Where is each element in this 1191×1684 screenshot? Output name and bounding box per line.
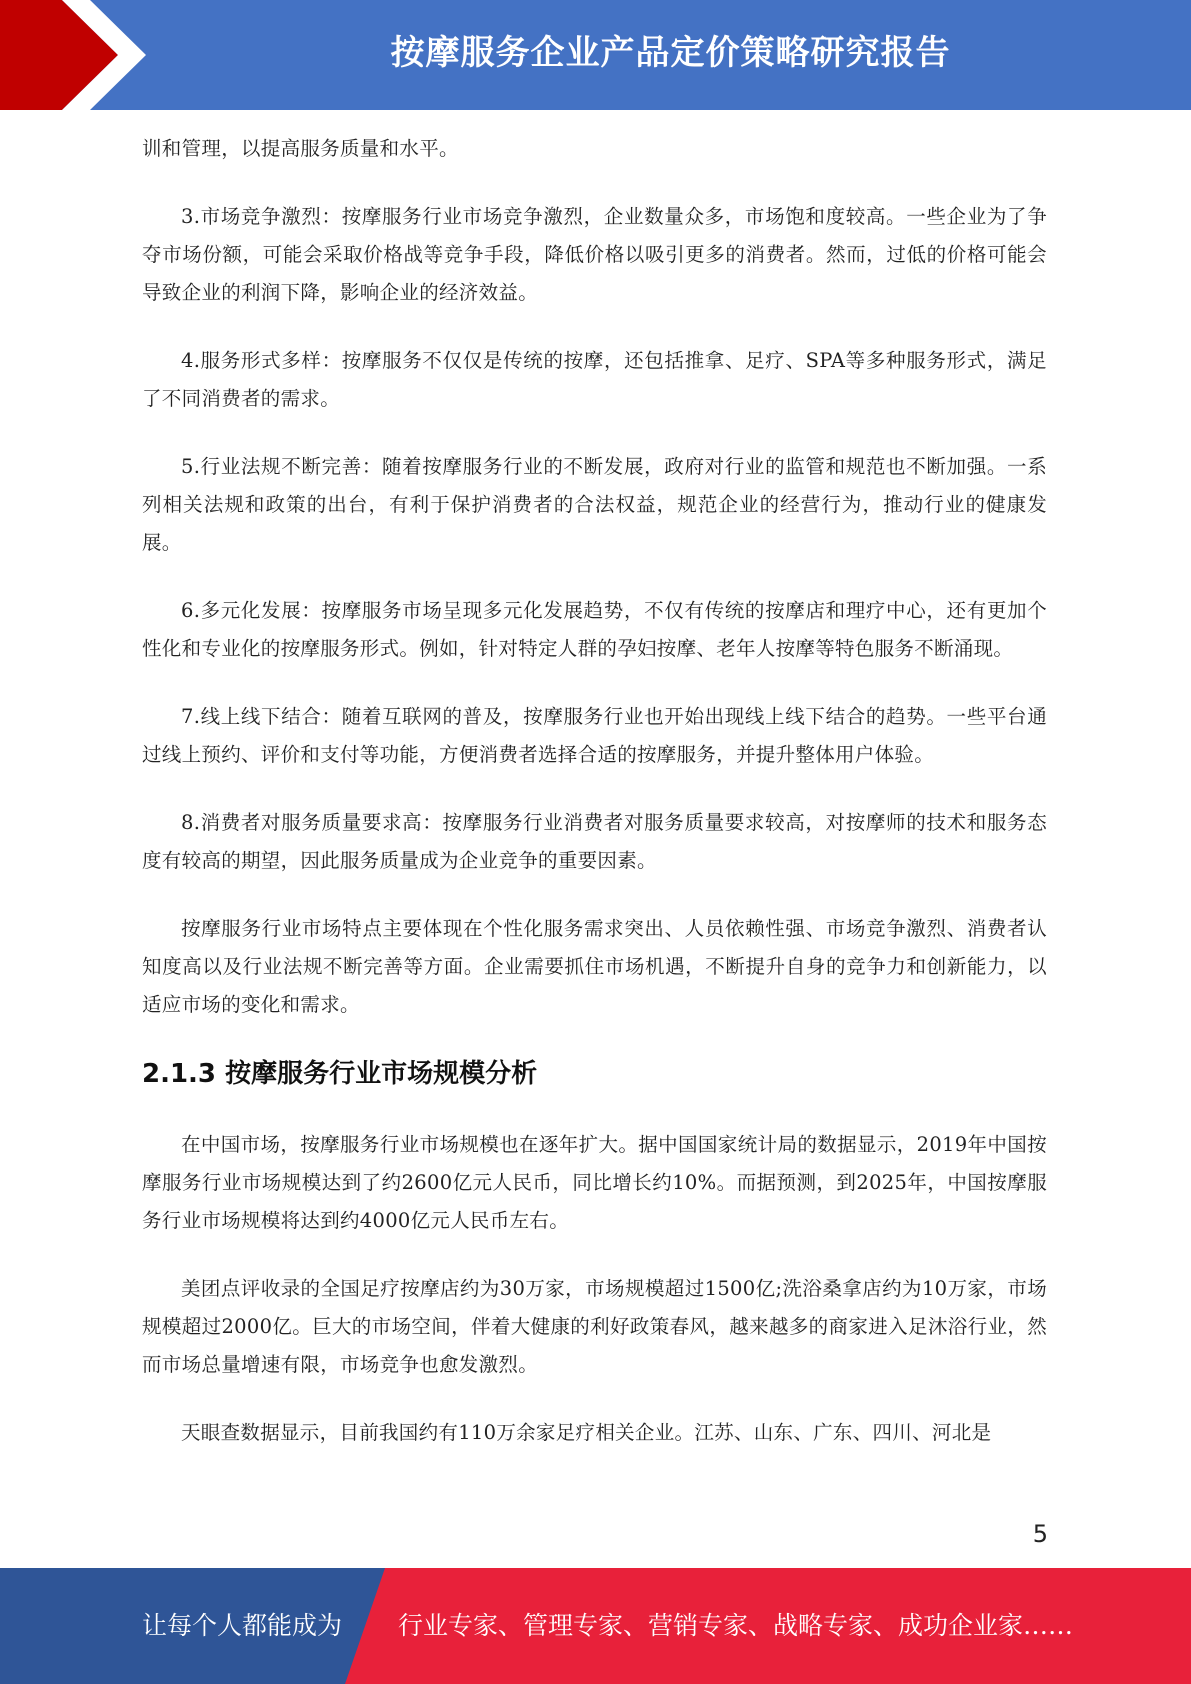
page-footer (0, 1568, 1191, 1684)
section-heading: 2.1.3 按摩服务行业市场规模分析 (142, 1059, 538, 1089)
paragraph: 训和管理，以提高服务质量和水平。 (142, 137, 459, 160)
paragraph: 8.消费者对服务质量要求高：按摩服务行业消费者对服务质量要求较高，对按摩师的技术和服务态度有较高的期望，因此服务质量成为企业竞争的重要因素。 (142, 811, 1047, 872)
footer-slogan-left: 让每个人都能成为 (142, 1611, 343, 1640)
paragraph: 5.行业法规不断完善：随着按摩服务行业的不断发展，政府对行业的监管和规范也不断加强。一系列相关法规和政策的出台，有利于保护消费者的合法权益，规范企业的经营行为，推动行业的健康发展。 (142, 455, 1047, 554)
paragraph: 6.多元化发展：按摩服务市场呈现多元化发展趋势，不仅有传统的按摩店和理疗中心，还有更加个性化和专业化的按摩服务形式。例如，针对特定人群的孕妇按摩、老年人按摩等特色服务不断涌现。 (142, 599, 1047, 660)
footer-slogan-right: 行业专家、管理专家、营销专家、战略专家、成功企业家…… (398, 1611, 1074, 1640)
paragraph: 按摩服务行业市场特点主要体现在个性化服务需求突出、人员依赖性强、市场竞争激烈、消费者认知度高以及行业法规不断完善等方面。企业需要抓住市场机遇，不断提升自身的竞争力和创新能力，以适应市场的变化和需求。 (142, 917, 1047, 1016)
page-number: 5 (1032, 1520, 1048, 1548)
paragraph: 在中国市场，按摩服务行业市场规模也在逐年扩大。据中国国家统计局的数据显示，2019年中国按摩服务行业市场规模达到了约2600亿元人民币，同比增长约10%。而据预测，到2025年，中国按摩服务行业市场规模将达到约4000亿元人民币左右。 (142, 1133, 1047, 1232)
paragraph: 3.市场竞争激烈：按摩服务行业市场竞争激烈，企业数量众多，市场饱和度较高。一些企业为了争夺市场份额，可能会采取价格战等竞争手段，降低价格以吸引更多的消费者。然而，过低的价格可能会导致企业的利润下降，影响企业的经济效益。 (142, 205, 1047, 304)
page-header (0, 0, 1191, 110)
paragraph: 天眼查数据显示，目前我国约有110万余家足疗相关企业。江苏、山东、广东、四川、河北是 (181, 1421, 992, 1444)
paragraph: 4.服务形式多样：按摩服务不仅仅是传统的按摩，还包括推拿、足疗、SPA等多种服务形式，满足了不同消费者的需求。 (142, 349, 1047, 410)
paragraph: 7.线上线下结合：随着互联网的普及，按摩服务行业也开始出现线上线下结合的趋势。一些平台通过线上预约、评价和支付等功能，方便消费者选择合适的按摩服务，并提升整体用户体验。 (142, 705, 1047, 766)
page-content (142, 130, 1047, 1482)
paragraph: 美团点评收录的全国足疗按摩店约为30万家，市场规模超过1500亿;洗浴桑拿店约为10万家，市场规模超过2000亿。巨大的市场空间，伴着大健康的利好政策春风，越来越多的商家进入足沐浴行业，然而市场总量增速有限，市场竞争也愈发激烈。 (142, 1277, 1047, 1376)
document-title: 按摩服务企业产品定价策略研究报告 (390, 33, 951, 73)
